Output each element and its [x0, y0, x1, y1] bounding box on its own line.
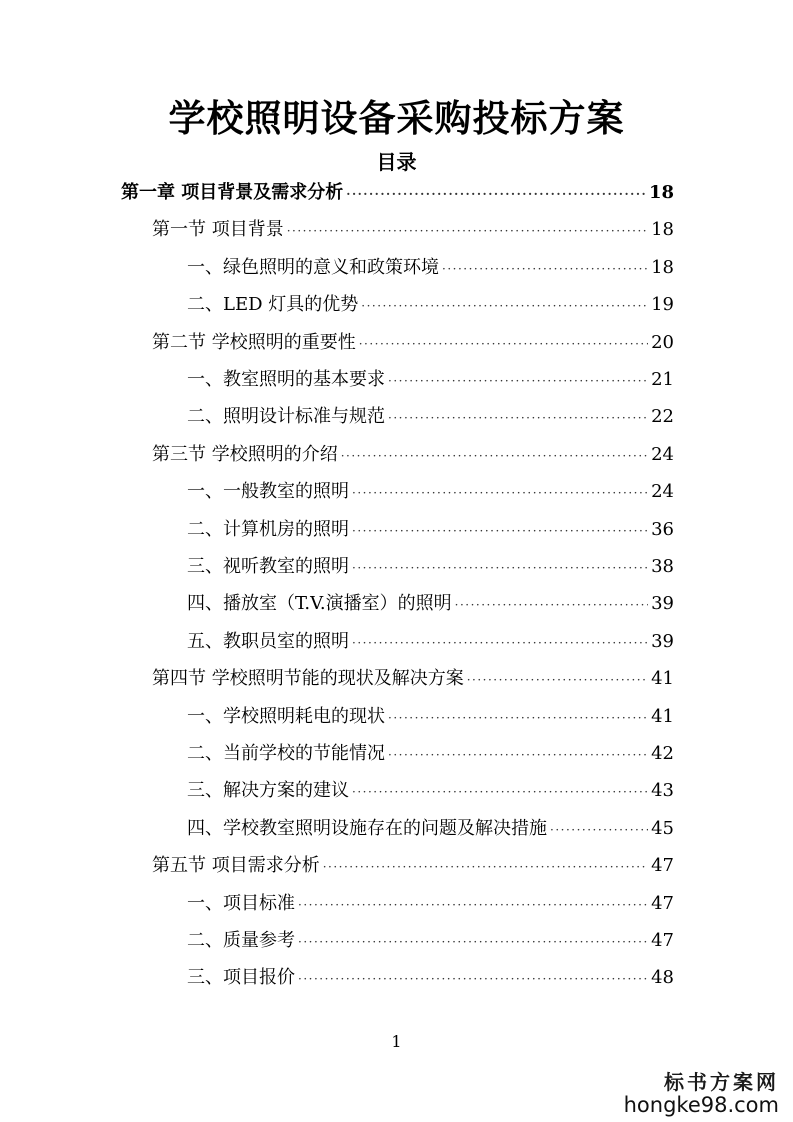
toc-entry-title: 一、学校照明耗电的现状	[187, 705, 385, 727]
toc-entry[interactable]	[152, 436, 674, 474]
toc-entry[interactable]	[187, 398, 674, 436]
toc-entry-title: 二、当前学校的节能情况	[187, 743, 385, 764]
toc-entry-page: 45	[651, 817, 674, 839]
toc-dot-leader	[341, 437, 648, 475]
toc-dot-leader	[298, 923, 648, 961]
toc-entry-page: 47	[651, 930, 674, 951]
toc-entry-page: 19	[651, 294, 674, 316]
toc-entry-page: 42	[651, 743, 674, 764]
toc-dot-leader	[352, 474, 648, 512]
toc-entry[interactable]	[187, 885, 674, 923]
toc-entry-page: 43	[651, 780, 674, 802]
toc-dot-leader	[388, 699, 648, 737]
toc-entry[interactable]	[187, 511, 674, 549]
toc-entry[interactable]	[121, 174, 674, 212]
toc-heading: 目录	[376, 150, 417, 174]
toc-entry-page: 39	[651, 630, 674, 652]
toc-entry[interactable]	[152, 847, 674, 885]
toc-entry-page: 48	[651, 967, 674, 989]
toc-entry[interactable]	[187, 623, 674, 661]
toc-entry-title: 三、解决方案的建议	[187, 780, 349, 802]
toc-entry[interactable]	[187, 473, 674, 511]
toc-entry[interactable]	[187, 922, 674, 960]
toc-dot-leader	[550, 811, 648, 849]
watermark	[624, 1066, 779, 1117]
toc-entry-title: 四、学校教室照明设施存在的问题及解决措施	[187, 817, 547, 839]
toc-entry-page: 18	[651, 219, 674, 241]
toc-entry[interactable]	[187, 698, 674, 736]
toc-entry-title: 二、质量参考	[187, 930, 295, 951]
toc-entry-title: 三、视听教室的照明	[187, 556, 349, 577]
toc-entry[interactable]	[187, 286, 674, 324]
toc-dot-leader	[388, 399, 648, 437]
toc-entry-page: 24	[651, 443, 674, 465]
toc-entry[interactable]	[187, 249, 674, 287]
toc-entry[interactable]	[187, 585, 674, 623]
toc-entry-title: 第二节 学校照明的重要性	[152, 331, 356, 353]
watermark-site-name: 标书方案网	[664, 1070, 779, 1094]
toc-entry-title: 第四节 学校照明节能的现状及解决方案	[152, 668, 464, 690]
toc-entry[interactable]	[187, 810, 674, 848]
toc-entry-page: 18	[648, 182, 674, 203]
toc-entry-page: 47	[651, 855, 674, 877]
toc-dot-leader	[388, 736, 648, 774]
page-number: 1	[391, 1032, 402, 1051]
toc-entry-title: 三、项目报价	[187, 967, 295, 989]
toc-dot-leader	[352, 549, 648, 587]
toc-entry-title: 第一节 项目背景	[152, 219, 284, 241]
toc-dot-leader	[442, 250, 648, 288]
toc-entry-page: 41	[651, 668, 674, 690]
toc-entry-title: 二、照明设计标准与规范	[187, 406, 385, 428]
toc-entry-page: 36	[651, 518, 674, 540]
toc-entry-title: 二、LED 灯具的优势	[187, 294, 359, 316]
toc-entry-title: 一、教室照明的基本要求	[187, 369, 385, 390]
toc-entry[interactable]	[187, 735, 674, 773]
toc-entry-title: 一、一般教室的照明	[187, 481, 349, 503]
toc-entry-page: 18	[651, 256, 674, 278]
toc-entry-page: 38	[651, 556, 674, 577]
toc-entry-title: 二、计算机房的照明	[187, 518, 349, 540]
toc-dot-leader	[298, 886, 648, 924]
toc-entry[interactable]	[152, 660, 674, 698]
toc-dot-leader	[359, 325, 648, 363]
document-title: 学校照明设备采购投标方案	[168, 96, 625, 140]
toc-dot-leader	[346, 175, 646, 213]
toc-dot-leader	[388, 362, 648, 400]
toc-entry[interactable]	[187, 548, 674, 586]
toc-dot-leader	[467, 661, 648, 699]
toc-entry-title: 第三节 学校照明的介绍	[152, 443, 338, 465]
toc-entry-title: 五、教职员室的照明	[187, 630, 349, 652]
toc-entry-page: 20	[651, 331, 674, 353]
toc-entry[interactable]	[187, 772, 674, 810]
toc-entry[interactable]	[187, 959, 674, 997]
toc-entry-page: 22	[651, 406, 674, 428]
toc-entry[interactable]	[152, 211, 674, 249]
toc-entry-title: 一、项目标准	[187, 892, 295, 914]
toc-dot-leader	[352, 624, 648, 662]
toc-entry[interactable]	[187, 361, 674, 399]
toc-entry-title: 第五节 项目需求分析	[152, 855, 320, 877]
toc-entry-title: 一、绿色照明的意义和政策环境	[187, 256, 439, 278]
toc-entry-page: 41	[651, 705, 674, 727]
toc-entry-page: 39	[651, 593, 674, 615]
toc-entry-title: 四、播放室（T.V.演播室）的照明	[187, 593, 452, 615]
toc-entry-page: 24	[651, 481, 674, 503]
toc-entry-title: 第一章 项目背景及需求分析	[121, 182, 344, 203]
toc-dot-leader	[361, 287, 648, 325]
toc-entry[interactable]	[152, 324, 674, 362]
toc-dot-leader	[352, 512, 648, 550]
toc-entry-page: 21	[651, 369, 674, 390]
toc-entry-page: 47	[651, 892, 674, 914]
watermark-url: hongke98.com	[623, 1093, 779, 1117]
toc-dot-leader	[352, 773, 648, 811]
toc-dot-leader	[287, 212, 648, 250]
toc-dot-leader	[455, 586, 648, 624]
toc-dot-leader	[323, 848, 648, 886]
toc-dot-leader	[298, 960, 648, 998]
